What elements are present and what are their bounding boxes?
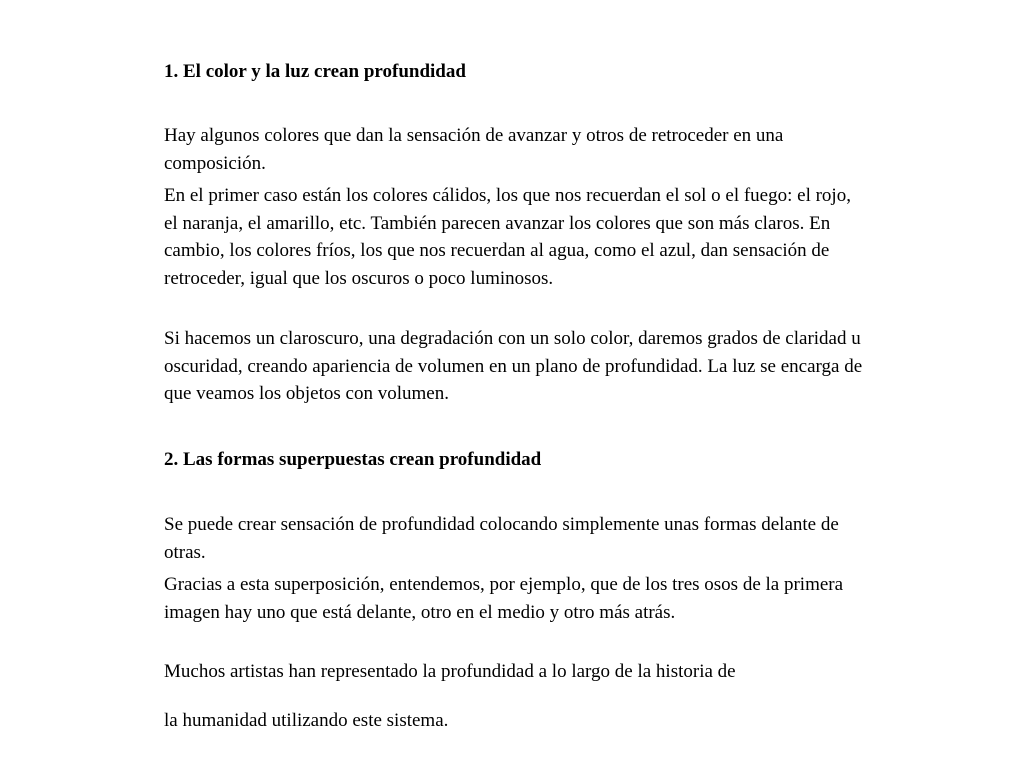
section-2-paragraph: la humanidad utilizando este sistema. bbox=[164, 710, 449, 731]
section-1-heading: 1. El color y la luz crean profundidad bbox=[164, 61, 466, 82]
section-2-paragraph: Gracias a esta superposición, entendemos, por ejemplo, que de los tres osos de la primera imagen hay uno que está delante, otro en el medio y otro más atrás. bbox=[164, 574, 844, 623]
section-1-paragraph: Hay algunos colores que dan la sensación de avanzar y otros de retroceder en una composición. bbox=[164, 125, 784, 174]
section-2-heading: 2. Las formas superpuestas crean profundidad bbox=[164, 449, 542, 470]
section-2-paragraph: Se puede crear sensación de profundidad colocando simplemente unas formas delante de otras. bbox=[164, 514, 839, 563]
section-1-paragraph: En el primer caso están los colores cálidos, los que nos recuerdan el sol o el fuego: el rojo, el naranja, el amarillo, etc. También parecen avanzar los colores que son más claros. En cambio, los colores fríos, los que nos recuerdan al agua, como el azul, dan sensación de retroceder, igual que los oscuros o poco luminosos. bbox=[164, 185, 851, 289]
section-2-paragraph: Muchos artistas han representado la profundidad a lo largo de la historia de bbox=[164, 661, 736, 682]
section-1-paragraph: Si hacemos un claroscuro, una degradación con un solo color, daremos grados de claridad u oscuridad, creando apariencia de volumen en un plano de profundidad. La luz se encarga de que veamos los objetos con volumen. bbox=[164, 328, 863, 404]
